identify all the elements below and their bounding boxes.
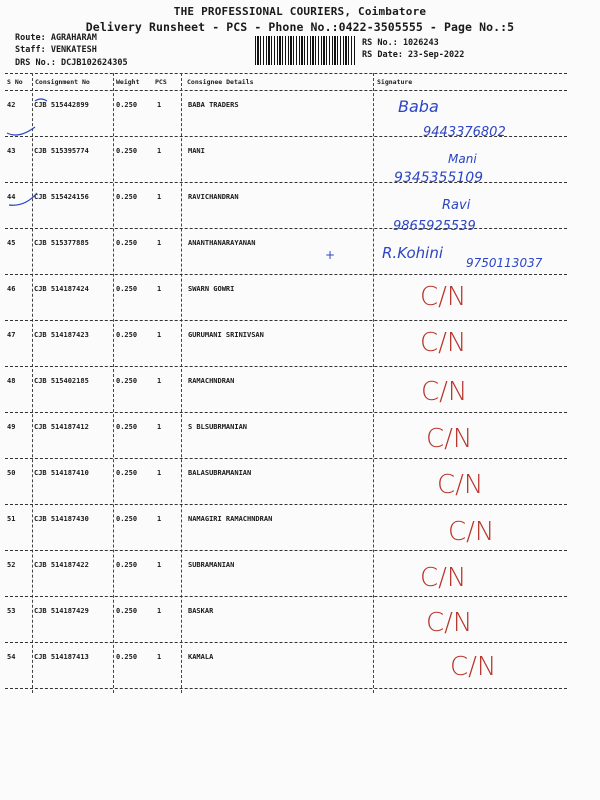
barcode-image (255, 36, 355, 65)
row-pcs: 1 (157, 331, 162, 339)
col-header-signature: Signature (377, 78, 413, 86)
row-pcs: 1 (157, 515, 162, 523)
row-weight: 0.250 (116, 377, 138, 385)
table-row (5, 366, 567, 412)
row-consignment: CJB 514187422 (34, 561, 89, 569)
row-weight: 0.250 (116, 101, 138, 109)
row-sno: 52 (7, 561, 16, 569)
signature-name: Mani (448, 152, 477, 166)
staff-label: Staff: VENKATESH (15, 45, 97, 55)
row-pcs: 1 (157, 101, 162, 109)
row-consignee: ANANTHANARAYANAN (188, 239, 256, 247)
row-consignee: RAVICHANDRAN (188, 193, 239, 201)
table-top-rule (5, 73, 567, 74)
row-consignment: CJB 514187424 (34, 285, 89, 293)
rs-date: RS Date: 23-Sep-2022 (362, 50, 465, 60)
signature-phone: 9865925539 (393, 219, 476, 234)
table-row (5, 320, 567, 366)
rs-number: RS No.: 1026243 (362, 38, 439, 48)
signature-cn: C/N (437, 470, 484, 500)
row-weight: 0.250 (116, 423, 138, 431)
row-consignee: NAMAGIRI RAMACHNDRAN (188, 515, 273, 523)
row-weight: 0.250 (116, 331, 138, 339)
row-consignee: GURUMANI SRINIVSAN (188, 331, 264, 339)
col-header-weight: Weight (116, 78, 140, 86)
row-pcs: 1 (157, 377, 162, 385)
runsheet-table (5, 73, 567, 693)
row-consignment: CJB 514187412 (34, 423, 89, 431)
row-consignee: BABA TRADERS (188, 101, 239, 109)
table-row (5, 412, 567, 458)
row-sno: 54 (7, 653, 16, 661)
row-consignee: SUBRAMANIAN (188, 561, 235, 569)
table-row (5, 182, 567, 228)
row-pcs: 1 (157, 193, 162, 201)
row-consignment: CJB 514187429 (34, 607, 89, 615)
signature-cn: C/N (426, 608, 473, 638)
table-bottom-rule (5, 688, 567, 689)
row-consignee: SWARN GOWRI (188, 285, 235, 293)
row-sno: 51 (7, 515, 16, 523)
row-sno: 49 (7, 423, 16, 431)
row-weight: 0.250 (116, 653, 138, 661)
row-consignee: KAMALA (188, 653, 214, 661)
runsheet-subtitle: Delivery Runsheet - PCS - Phone No.:0422-3505555 - Page No.:5 (85, 20, 515, 34)
row-pcs: 1 (157, 285, 162, 293)
row-pcs: 1 (157, 469, 162, 477)
row-sno: 42 (7, 101, 16, 109)
table-row (5, 550, 567, 596)
signature-phone: 9443376802 (423, 125, 506, 140)
row-consignment: CJB 514187413 (34, 653, 89, 661)
row-sno: 44 (7, 193, 16, 201)
row-pcs: 1 (157, 423, 162, 431)
row-consignment: CJB 515442899 (34, 101, 89, 109)
signature-name: Baba (398, 97, 439, 116)
row-pcs: 1 (157, 653, 162, 661)
row-weight: 0.250 (116, 147, 138, 155)
row-weight: 0.250 (116, 561, 138, 569)
signature-cn: C/N (450, 652, 497, 682)
col-header-sno: S No (7, 78, 23, 86)
col-header-consignment: Consignment No (35, 78, 90, 86)
row-sno: 50 (7, 469, 16, 477)
row-weight: 0.250 (116, 193, 138, 201)
signature-cn: C/N (421, 377, 468, 407)
plus-mark-icon: + (325, 248, 336, 262)
row-consignment: CJB 514187423 (34, 331, 89, 339)
row-pcs: 1 (157, 147, 162, 155)
row-sno: 48 (7, 377, 16, 385)
row-consignment: CJB 515395774 (34, 147, 89, 155)
signature-name: Ravi (442, 198, 471, 213)
row-weight: 0.250 (116, 515, 138, 523)
row-consignee: RAMACHNDRAN (188, 377, 235, 385)
signature-phone: 9345355109 (394, 170, 484, 186)
signature-name: R.Kohini (382, 244, 444, 262)
row-sno: 46 (7, 285, 16, 293)
row-consignee: BALASUBRAMANIAN (188, 469, 252, 477)
row-consignee: BASKAR (188, 607, 214, 615)
row-consignment: CJB 514187410 (34, 469, 89, 477)
row-sno: 43 (7, 147, 16, 155)
table-row (5, 596, 567, 642)
route-label: Route: AGRAHARAM (15, 33, 97, 43)
row-pcs: 1 (157, 239, 162, 247)
signature-cn: C/N (448, 517, 495, 547)
signature-cn: C/N (420, 328, 467, 358)
row-pcs: 1 (157, 607, 162, 615)
row-weight: 0.250 (116, 239, 138, 247)
row-sno: 47 (7, 331, 16, 339)
row-consignment: CJB 515424156 (34, 193, 89, 201)
row-consignment: CJB 514187430 (34, 515, 89, 523)
signature-cn: C/N (426, 424, 473, 454)
row-consignee: S BLSUBRMANIAN (188, 423, 248, 431)
row-consignment: CJB 515402185 (34, 377, 89, 385)
signature-phone: 9750113037 (466, 256, 543, 270)
signature-cn: C/N (420, 563, 467, 593)
row-pcs: 1 (157, 561, 162, 569)
signature-cn: C/N (420, 282, 467, 312)
row-sno: 45 (7, 239, 16, 247)
tick-marks-icon (5, 95, 50, 215)
col-header-pcs: PCS (155, 78, 167, 86)
row-consignment: CJB 515377885 (34, 239, 89, 247)
table-row (5, 274, 567, 320)
col-header-consignee: Consignee Details (187, 78, 254, 86)
row-sno: 53 (7, 607, 16, 615)
row-weight: 0.250 (116, 285, 138, 293)
company-title: THE PROFESSIONAL COURIERS, Coimbatore (173, 5, 427, 18)
row-consignee: MANI (188, 147, 205, 155)
drs-number: DRS No.: DCJB102624305 (15, 58, 128, 68)
row-weight: 0.250 (116, 607, 138, 615)
row-weight: 0.250 (116, 469, 138, 477)
